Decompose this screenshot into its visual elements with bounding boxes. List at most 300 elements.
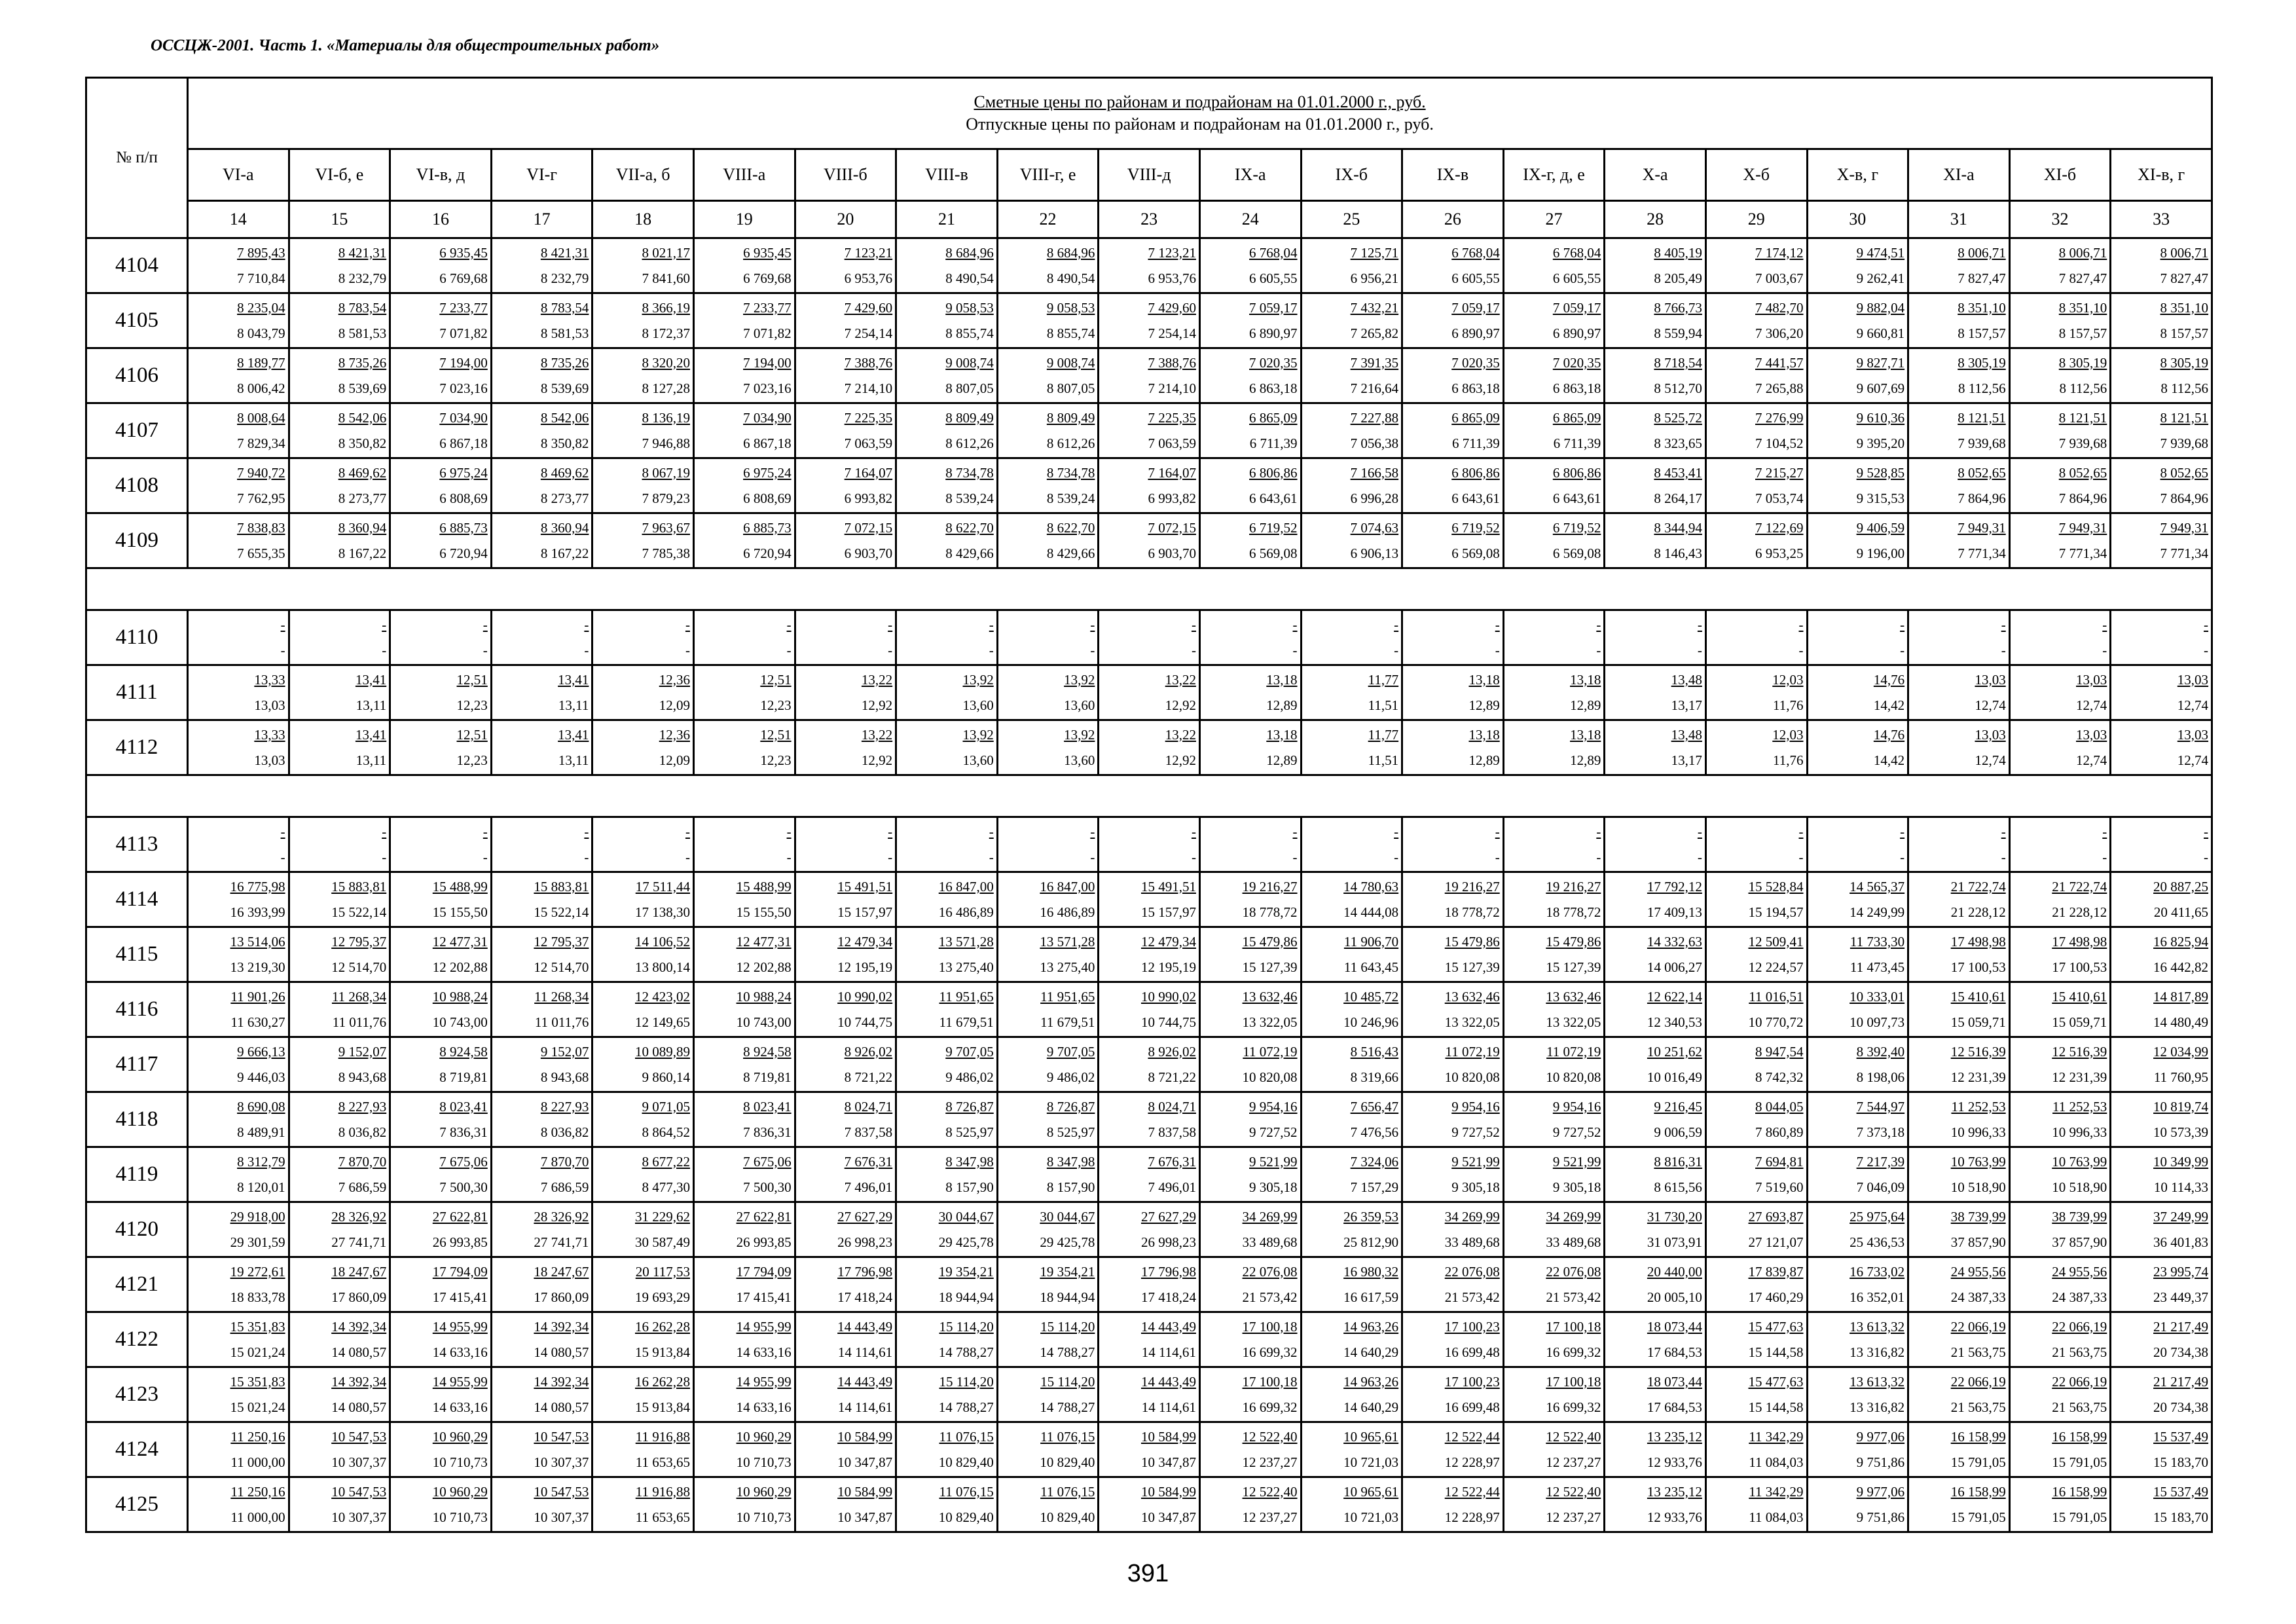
release-price: 10 829,40 xyxy=(938,1509,994,1525)
release-price: 7 827,47 xyxy=(2160,270,2209,286)
price-cell xyxy=(1908,293,2010,348)
price-cell xyxy=(1503,458,1605,513)
estimated-price: 9 008,74 xyxy=(945,354,994,371)
release-price: 12,74 xyxy=(2076,752,2107,768)
price-cell xyxy=(289,1257,390,1312)
release-price: 14 080,57 xyxy=(331,1399,387,1415)
price-cell xyxy=(1199,610,1301,665)
release-price: 14 114,61 xyxy=(837,1399,893,1415)
release-price: 16 699,32 xyxy=(1546,1344,1601,1360)
release-price: 8 112,56 xyxy=(1958,380,2006,396)
table-row xyxy=(86,348,2212,403)
release-price: 7 496,01 xyxy=(844,1179,893,1195)
price-cell xyxy=(1301,720,1402,775)
estimated-price: - xyxy=(1191,823,1196,840)
price-cell xyxy=(1099,1367,1200,1422)
release-price: 37 857,90 xyxy=(1950,1234,2006,1250)
price-cell xyxy=(693,238,795,293)
price-cell xyxy=(592,403,694,458)
release-price: - xyxy=(1697,642,1702,658)
price-cell xyxy=(1402,403,1504,458)
release-price: - xyxy=(989,849,994,865)
release-price: 8 127,28 xyxy=(642,380,690,396)
price-cell xyxy=(592,238,694,293)
estimated-price: 30 044,67 xyxy=(938,1208,994,1225)
price-cell xyxy=(1908,1422,2010,1477)
price-cell xyxy=(390,348,492,403)
price-cell xyxy=(1807,1477,1908,1532)
price-cell xyxy=(592,1257,694,1312)
price-cell xyxy=(997,293,1099,348)
release-price: 17 684,53 xyxy=(1647,1344,1702,1360)
release-price: 24 387,33 xyxy=(2052,1289,2107,1305)
release-price: 17 860,09 xyxy=(331,1289,387,1305)
price-cell xyxy=(2111,238,2212,293)
release-price: 9 727,52 xyxy=(1552,1124,1601,1140)
release-price: 14 633,16 xyxy=(432,1344,488,1360)
release-price: 6 569,08 xyxy=(1249,545,1298,561)
estimated-price: 7 963,67 xyxy=(642,519,690,536)
header-caption-row xyxy=(86,78,2212,149)
release-price: 15 791,05 xyxy=(1950,1509,2006,1525)
table-row xyxy=(86,513,2212,568)
estimated-price: - xyxy=(786,823,792,840)
estimated-price: 9 610,36 xyxy=(1856,409,1905,426)
table-row xyxy=(86,1312,2212,1367)
estimated-price: 13,18 xyxy=(1468,671,1500,688)
price-cell xyxy=(188,872,289,927)
estimated-price: 15 488,99 xyxy=(736,878,792,895)
estimated-price: 10 547,53 xyxy=(534,1483,589,1500)
price-cell xyxy=(1807,872,1908,927)
release-price: 7 864,96 xyxy=(2058,490,2107,506)
release-price: 15 791,05 xyxy=(2052,1454,2107,1470)
estimated-price: 8 024,71 xyxy=(844,1098,893,1115)
release-price: 8 807,05 xyxy=(945,380,994,396)
release-price: 15 021,24 xyxy=(230,1399,285,1415)
release-price: 11 653,65 xyxy=(635,1454,690,1470)
price-cell xyxy=(2111,348,2212,403)
release-price: - xyxy=(1394,642,1399,658)
price-cell xyxy=(1807,1202,1908,1257)
price-cell xyxy=(795,1477,896,1532)
release-price: - xyxy=(1495,642,1500,658)
price-cell xyxy=(1402,348,1504,403)
estimated-price: 7 123,21 xyxy=(844,244,893,261)
estimated-price: 17 498,98 xyxy=(1950,933,2006,950)
price-cell xyxy=(1099,1312,1200,1367)
estimated-price: 8 347,98 xyxy=(1046,1153,1095,1170)
release-price: - xyxy=(1798,642,1804,658)
release-price: 14 006,27 xyxy=(1647,959,1702,975)
table-row xyxy=(86,293,2212,348)
price-cell xyxy=(1807,1147,1908,1202)
price-cell xyxy=(1301,403,1402,458)
release-price: 12,74 xyxy=(2076,697,2107,713)
release-price: 7 860,89 xyxy=(1755,1124,1804,1140)
release-price: 6 956,21 xyxy=(1350,270,1399,286)
price-cell xyxy=(1099,1257,1200,1312)
release-price: 12 340,53 xyxy=(1647,1014,1702,1030)
region-header: VIII-г, е xyxy=(997,149,1099,201)
estimated-price: 15 537,49 xyxy=(2153,1428,2209,1445)
separator-cell xyxy=(86,775,2212,817)
estimated-price: 13 571,28 xyxy=(938,933,994,950)
price-cell xyxy=(997,1037,1099,1092)
release-price: 15 791,05 xyxy=(2052,1509,2107,1525)
release-price: - xyxy=(584,849,589,865)
release-price: 10 743,00 xyxy=(736,1014,792,1030)
estimated-price: 7 034,90 xyxy=(439,409,488,426)
estimated-price: - xyxy=(280,823,285,840)
estimated-price: 8 809,49 xyxy=(945,409,994,426)
price-cell xyxy=(1402,1477,1504,1532)
estimated-price: 7 388,76 xyxy=(1148,354,1196,371)
price-cell xyxy=(1099,348,1200,403)
estimated-price: 17 498,98 xyxy=(2052,933,2107,950)
release-price: 10 744,75 xyxy=(1140,1014,1196,1030)
estimated-price: 7 324,06 xyxy=(1350,1153,1399,1170)
price-cell xyxy=(1503,927,1605,982)
estimated-price: 8 006,71 xyxy=(2058,244,2107,261)
release-price: 15 021,24 xyxy=(230,1344,285,1360)
price-cell xyxy=(188,1037,289,1092)
price-cell xyxy=(1301,1477,1402,1532)
price-cell xyxy=(1605,1147,1706,1202)
estimated-price: 12 522,40 xyxy=(1242,1483,1298,1500)
release-price: 33 489,68 xyxy=(1444,1234,1500,1250)
release-price: 8 719,81 xyxy=(439,1069,488,1085)
estimated-price: - xyxy=(1798,823,1804,840)
estimated-price: 8 469,62 xyxy=(540,464,589,481)
price-cell xyxy=(1705,1147,1807,1202)
release-price: 13,11 xyxy=(558,752,589,768)
estimated-price: 10 584,99 xyxy=(1140,1428,1196,1445)
estimated-price: 7 059,17 xyxy=(1552,299,1601,316)
price-cell xyxy=(2009,238,2111,293)
price-cell xyxy=(2111,1037,2212,1092)
price-cell xyxy=(289,293,390,348)
column-number: 26 xyxy=(1402,201,1504,238)
release-price: - xyxy=(382,849,387,865)
price-cell xyxy=(2009,458,2111,513)
estimated-price: 13 613,32 xyxy=(1850,1318,1905,1335)
release-price: 7 771,34 xyxy=(1958,545,2006,561)
price-cell xyxy=(795,458,896,513)
price-cell xyxy=(1705,610,1807,665)
release-price: 7 254,14 xyxy=(1148,325,1196,341)
price-cell xyxy=(1199,513,1301,568)
price-cell xyxy=(1402,982,1504,1037)
release-price: 7 771,34 xyxy=(2058,545,2107,561)
price-cell xyxy=(1199,665,1301,720)
estimated-price: 17 100,23 xyxy=(1444,1373,1500,1390)
release-price: 24 387,33 xyxy=(1950,1289,2006,1305)
estimated-price: 15 410,61 xyxy=(1950,988,2006,1005)
column-number: 25 xyxy=(1301,201,1402,238)
price-cell xyxy=(592,1477,694,1532)
estimated-price: 10 988,24 xyxy=(432,988,488,1005)
estimated-price: 10 960,29 xyxy=(736,1428,792,1445)
column-number: 19 xyxy=(693,201,795,238)
release-price: 6 863,18 xyxy=(1552,380,1601,396)
price-cell xyxy=(592,982,694,1037)
estimated-price: 8 136,19 xyxy=(642,409,690,426)
release-price: 8 319,66 xyxy=(1350,1069,1399,1085)
estimated-price: 7 949,31 xyxy=(2058,519,2107,536)
release-price: - xyxy=(1495,849,1500,865)
price-cell xyxy=(289,1147,390,1202)
region-header: VIII-д xyxy=(1099,149,1200,201)
release-price: 13 275,40 xyxy=(1040,959,1095,975)
release-price: 12,89 xyxy=(1570,697,1601,713)
estimated-price: 8 351,10 xyxy=(1958,299,2006,316)
release-price: 10 996,33 xyxy=(1950,1124,2006,1140)
estimated-price: 6 865,09 xyxy=(1552,409,1601,426)
estimated-price: 11 076,15 xyxy=(1040,1428,1095,1445)
price-cell xyxy=(1402,1367,1504,1422)
region-header: X-б xyxy=(1705,149,1807,201)
estimated-price: 9 977,06 xyxy=(1856,1428,1905,1445)
price-cell xyxy=(795,1092,896,1147)
release-price: 8 167,22 xyxy=(540,545,589,561)
release-price: 14,42 xyxy=(1873,697,1905,713)
price-cell xyxy=(997,458,1099,513)
estimated-price: 13 632,46 xyxy=(1546,988,1601,1005)
price-cell xyxy=(2009,513,2111,568)
price-cell xyxy=(1503,1092,1605,1147)
price-cell xyxy=(188,1202,289,1257)
release-price: 7 710,84 xyxy=(237,270,285,286)
estimated-price: 21 722,74 xyxy=(1950,878,2006,895)
price-cell xyxy=(693,720,795,775)
estimated-price: 13 514,06 xyxy=(230,933,285,950)
price-cell xyxy=(491,238,592,293)
release-price: 7 827,47 xyxy=(2058,270,2107,286)
release-price: 6 605,55 xyxy=(1451,270,1500,286)
estimated-price: 9 406,59 xyxy=(1856,519,1905,536)
row-number: 4116 xyxy=(86,982,188,1037)
release-price: 17 460,29 xyxy=(1748,1289,1804,1305)
release-price: 7 063,59 xyxy=(1148,435,1196,451)
price-cell xyxy=(289,665,390,720)
release-price: - xyxy=(1596,849,1601,865)
price-cell xyxy=(1199,927,1301,982)
release-price: - xyxy=(685,642,690,658)
estimated-price: 11,77 xyxy=(1368,726,1399,743)
running-head: ОССЦЖ-2001. Часть 1. «Материалы для общестроительных работ» xyxy=(151,37,660,54)
price-cell xyxy=(1301,665,1402,720)
release-price: 6 867,18 xyxy=(439,435,488,451)
release-price: 13,60 xyxy=(1064,697,1095,713)
estimated-price: 11 072,19 xyxy=(1243,1043,1298,1060)
release-price: 16 617,59 xyxy=(1343,1289,1399,1305)
release-price: 10 829,40 xyxy=(938,1454,994,1470)
price-cell xyxy=(1099,403,1200,458)
price-cell xyxy=(1199,1367,1301,1422)
estimated-price: 23 995,74 xyxy=(2153,1263,2209,1280)
price-cell xyxy=(2009,817,2111,872)
row-number: 4121 xyxy=(86,1257,188,1312)
release-price: - xyxy=(2001,642,2006,658)
release-price: 12,92 xyxy=(861,752,893,768)
price-cell xyxy=(1705,1202,1807,1257)
release-price: - xyxy=(2001,849,2006,865)
price-cell xyxy=(289,610,390,665)
release-price: 8 943,68 xyxy=(338,1069,387,1085)
region-header: VI-б, е xyxy=(289,149,390,201)
price-cell xyxy=(896,872,998,927)
price-cell xyxy=(1402,1147,1504,1202)
estimated-price: 7 895,43 xyxy=(237,244,285,261)
estimated-price: 10 965,61 xyxy=(1343,1483,1399,1500)
release-price: 6 605,55 xyxy=(1249,270,1298,286)
price-cell xyxy=(289,348,390,403)
release-price: 8 429,66 xyxy=(945,545,994,561)
release-price: 12 933,76 xyxy=(1647,1509,1702,1525)
region-header: IX-в xyxy=(1402,149,1504,201)
release-price: 8 490,54 xyxy=(945,270,994,286)
estimated-price: 8 044,05 xyxy=(1755,1098,1804,1115)
release-price: 7 071,82 xyxy=(439,325,488,341)
price-cell xyxy=(693,1257,795,1312)
price-cell xyxy=(390,458,492,513)
estimated-price: 8 121,51 xyxy=(2058,409,2107,426)
price-cell xyxy=(1402,610,1504,665)
estimated-price: 11 252,53 xyxy=(2052,1098,2107,1115)
release-price: 18 778,72 xyxy=(1546,904,1601,920)
release-price: 6 720,94 xyxy=(743,545,792,561)
region-header: X-в, г xyxy=(1807,149,1908,201)
release-price: 9 727,52 xyxy=(1451,1124,1500,1140)
price-cell xyxy=(1908,1477,2010,1532)
price-cell xyxy=(1705,458,1807,513)
release-price: 29 425,78 xyxy=(938,1234,994,1250)
price-cell xyxy=(390,1422,492,1477)
price-cell xyxy=(1503,1312,1605,1367)
estimated-price: 12,51 xyxy=(456,671,488,688)
release-price: 12,23 xyxy=(456,697,488,713)
estimated-price: 9 521,99 xyxy=(1451,1153,1500,1170)
release-price: 11 000,00 xyxy=(230,1454,285,1470)
estimated-price: 20 440,00 xyxy=(1647,1263,1702,1280)
estimated-price: 7 020,35 xyxy=(1249,354,1298,371)
column-number: 33 xyxy=(2111,201,2212,238)
price-cell xyxy=(997,348,1099,403)
estimated-price: 13,03 xyxy=(1975,726,2006,743)
price-cell xyxy=(693,982,795,1037)
estimated-price: 8 726,87 xyxy=(1046,1098,1095,1115)
release-price: 9 727,52 xyxy=(1249,1124,1298,1140)
estimated-price: 14 780,63 xyxy=(1343,878,1399,895)
estimated-price: 10 965,61 xyxy=(1343,1428,1399,1445)
column-number: 31 xyxy=(1908,201,2010,238)
price-cell xyxy=(2009,293,2111,348)
price-cell xyxy=(1099,513,1200,568)
release-price: 14 114,61 xyxy=(1141,1399,1196,1415)
price-cell xyxy=(896,1312,998,1367)
price-cell xyxy=(896,927,998,982)
price-cell xyxy=(693,293,795,348)
release-price: 6 605,55 xyxy=(1552,270,1601,286)
price-cell xyxy=(1503,817,1605,872)
release-price: 10 518,90 xyxy=(1950,1179,2006,1195)
release-price: 8 719,81 xyxy=(743,1069,792,1085)
estimated-price: 16 980,32 xyxy=(1343,1263,1399,1280)
price-cell xyxy=(1908,872,2010,927)
estimated-price: 16 158,99 xyxy=(1950,1428,2006,1445)
estimated-price: 24 955,56 xyxy=(1950,1263,2006,1280)
estimated-price: 6 975,24 xyxy=(439,464,488,481)
estimated-price: 8 684,96 xyxy=(945,244,994,261)
price-cell xyxy=(1807,1092,1908,1147)
release-price: 17 100,53 xyxy=(1950,959,2006,975)
release-price: 6 711,39 xyxy=(1553,435,1601,451)
estimated-price: 20 887,25 xyxy=(2153,878,2209,895)
estimated-price: 8 006,71 xyxy=(1958,244,2006,261)
price-cell xyxy=(2009,1147,2111,1202)
estimated-price: 7 544,97 xyxy=(1856,1098,1905,1115)
release-price: 14 480,49 xyxy=(2153,1014,2209,1030)
release-price: 7 879,23 xyxy=(642,490,690,506)
estimated-price: 28 326,92 xyxy=(331,1208,387,1225)
price-cell xyxy=(896,458,998,513)
release-price: 12,89 xyxy=(1266,752,1298,768)
price-cell xyxy=(2111,817,2212,872)
price-cell xyxy=(1503,293,1605,348)
price-cell xyxy=(997,1257,1099,1312)
estimated-price: 6 885,73 xyxy=(439,519,488,536)
release-price: 6 643,61 xyxy=(1451,490,1500,506)
estimated-price: 10 584,99 xyxy=(1140,1483,1196,1500)
release-price: 12 195,19 xyxy=(1140,959,1196,975)
price-cell xyxy=(2009,610,2111,665)
price-cell xyxy=(795,513,896,568)
release-price: 8 157,90 xyxy=(1046,1179,1095,1195)
release-price: 11,76 xyxy=(1773,697,1804,713)
release-price: 6 808,69 xyxy=(439,490,488,506)
price-cell xyxy=(592,513,694,568)
price-cell xyxy=(592,610,694,665)
release-price: 12,74 xyxy=(2177,697,2209,713)
price-cell xyxy=(997,1312,1099,1367)
release-price: 13,60 xyxy=(1064,752,1095,768)
price-cell xyxy=(1199,1312,1301,1367)
estimated-price: 15 528,84 xyxy=(1748,878,1804,895)
release-price: 15 059,71 xyxy=(2052,1014,2107,1030)
release-price: 7 063,59 xyxy=(844,435,893,451)
release-price: 14 444,08 xyxy=(1343,904,1399,920)
release-price: 6 569,08 xyxy=(1451,545,1500,561)
release-price: 7 864,96 xyxy=(2160,490,2209,506)
estimated-price: 11 252,53 xyxy=(1951,1098,2006,1115)
release-price: 8 525,97 xyxy=(945,1124,994,1140)
estimated-price: 7 441,57 xyxy=(1755,354,1804,371)
estimated-price: - xyxy=(1394,823,1399,840)
table-row xyxy=(86,1202,2212,1257)
price-cell xyxy=(997,610,1099,665)
price-cell xyxy=(1099,872,1200,927)
region-header: VIII-б xyxy=(795,149,896,201)
price-cell xyxy=(896,403,998,458)
estimated-price: 10 485,72 xyxy=(1343,988,1399,1005)
release-price: 6 953,25 xyxy=(1755,545,1804,561)
estimated-price: 13,18 xyxy=(1570,671,1601,688)
column-number: 28 xyxy=(1605,201,1706,238)
price-cell xyxy=(795,1257,896,1312)
release-price: 8 172,37 xyxy=(642,325,690,341)
release-price: 12,23 xyxy=(456,752,488,768)
